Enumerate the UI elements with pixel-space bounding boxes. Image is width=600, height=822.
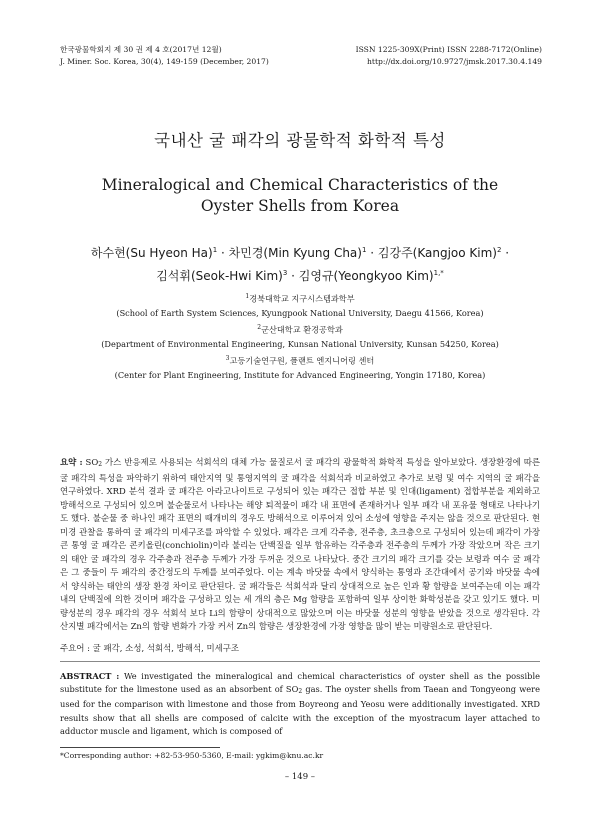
author-name: 김강주(Kangjoo Kim) [377, 246, 497, 260]
keywords-label: 주요어 : [60, 643, 90, 653]
author-name: 차민경(Min Kyung Cha) [228, 246, 362, 260]
author-name: 하수현(Su Hyeon Ha) [90, 246, 213, 260]
affiliation-korean: $^1$경북대학교 지구시스템과학부 [245, 293, 355, 304]
author-affil-mark: 1 [361, 246, 367, 254]
affiliation-korean: $^3$고등기술연구원, 플랜트 엔지니어링 센터 [225, 354, 375, 366]
abstract-korean-body: 가스 반응제로 사용되는 석회석의 대체 가능 물질로서 굴 패각의 광물학적 화학적 특성을 알아보았다. 생장환경에 따른 굴 패각의 특성을 파악하기 위하여 태안지역 및 통영지역의 굴 패각을 석회석과 비교하였고 추가로 보령 및 여수 지역의 굴 패각을 연구하였다. XRD 분석 결과 굴 패각은 아라고나이트로 구성되어 있는 패각근 접합 부분 및 인대(ligament) 접합부분을 제외하고 방해석으로 구성되어 있으며 불순물로서 나타나는 해양 퇴적물이 패각 내 표면에 존재하거나 일부 패각 내 포유물 형태로 나타나기도 했다. 불순물 중 하나인 패각 표면의 때개비의 경우도 방해석으로 이루어져 있어 소성에 영향을 주지는 않을 것으로 판단된다. 현미경 관찰을 통하여 굴 패각의 미세구조를 파악할 수 있었다. 패각은 크게 각주층, 전주층, 초크층으로 구성되어 있는데 패각이 가장 큰 통영 굴 패각은 콘키올린(conchiolin)이라 불리는 단백질을 일부 함유하는 각주층과 전주층의 두께가 가장 작았으며 작은 크기의 태안 굴 패각의 경우 각주층과 전주층 두께가 가장 두꺼운 것으로 나타났다. 중간 크기의 패각 크기를 갖는 보령과 여수 굴 패각은 그 중들이 두 패각의 중간정도의 두께를 보여주었다. 이는 계속 바닷물 속에서 양식하는 통영과 조간대에서 공기와 바닷물 속에서 양식하는 태안의 생장 환경 차이로 판단된다. 굴 패각들은 석회석과 달리 상대적으로 높은 인과 황 함량을 보여주는데 이는 패각 내의 단백질에 의한 것이며 패각을 구성하고 있는 세 개의 층은 Mg 함량을 포함하여 일부 상이한 화학성분을 갖고 있기도 했다. 미량성분의 경우 패각의 경우 석회석 보다 Li의 함량이 상대적으로 많았으며 이는 바닷물 성분의 영향을 받았을 것으로 생각된다. 각 산지별 패각에서는 Zn의 함량 변화가 가장 커서 Zn의 함량은 생장환경에 가장 영향을 많이 받는 미량원소로 판단된다. [60, 457, 540, 632]
author-affil-mark: 3 [282, 269, 288, 277]
author-name: 김석휘(Seok-Hwi Kim) [156, 269, 283, 283]
author-list [0, 240, 600, 286]
doi-link[interactable]: http://dx.doi.org/10.9727/jmsk.2017.30.4.149 [367, 57, 542, 66]
affiliation-english: (Center for Plant Engineering, Institute for Advanced Engineering, Yongin 17180, Korea) [114, 370, 486, 381]
journal-english: J. Miner. Soc. Korea, 30(4), 149-159 (December, 2017) [60, 57, 269, 66]
issn: ISSN 1225-309X(Print) ISSN 2288-7172(Online) [355, 45, 542, 54]
abstract-english-label: ABSTRACT : [60, 671, 120, 681]
journal-korean: 한국광물학회지 제 30 권 제 4 호(2017년 12월) [60, 45, 222, 54]
divider [60, 661, 540, 662]
affiliation-english: (Department of Environmental Engineering, Kunsan National University, Kunsan 54250, Korea) [101, 339, 499, 350]
footnote-rule [60, 747, 220, 748]
author-affil-mark: 1,* [433, 269, 444, 277]
affiliations [40, 290, 560, 383]
abstract-english: ABSTRACT : We investigated the mineralogical and chemical characteristics of oyster shell as the possible substitute for the limestone used as an absorbent of SO2 gas. The oyster shells from Taean and Tongyeong were used for the comparison with limestone and those from Boyreong and Yeosu were additionally investigated. XRD results show that all shells are composed of calcite with the exception of the myostracum layer attached to adductor muscle and ligament, which is composed of [60, 671, 540, 736]
title-english-line2: Oyster Shells from Korea [200, 197, 400, 215]
author-affil-mark: 2 [497, 246, 502, 254]
author-affil-mark: 1 [212, 246, 218, 254]
keywords-text: 굴 패각, 소성, 석회석, 방해석, 미세구조 [89, 643, 240, 653]
author-line-1: 하수현(Su Hyeon Ha)$^1$ · 차민경(Min Kyung Cha)$^1$ · 김강주(Kangjoo Kim)$^2$ · [90, 246, 510, 260]
author-name: 김영규(Yeongkyoo Kim) [298, 269, 434, 283]
abstract-korean: 요약 : SO2 가스 반응제로 사용되는 석회석의 대체 가능 물질로서 굴 패각의 광물학적 화학적 특성을 알아보았다. 생장환경에 따른 굴 패각의 특성을 파악하기 위하여 태안지역 및 통영지역의 굴 패각을 석회석과 비교하였고 추가로 보령 및 여수 지역의 굴 패각을 연구하였다. XRD 분석 결과 굴 패각은 아라고나이트로 구성되어 있는 패각근 접합 부분 및 인대(ligament) 접합부분을 제외하고 방해석으로 구성되어 있으며 불순물로서 나타나는 해양 퇴적물이 패각 내 표면에 존재하거나 일부 패각 내 포유물 형태로 나타나기도 했다. 불순물 중 하나인 패각 표면의 때개비의 경우도 방해석으로 이루어져 있어 소성에 영향을 주지는 않을 것으로 판단된다. 현미경 관찰을 통하여 굴 패각의 미세구조를 파악할 수 있었다. 패각은 크게 각주층, 전주층, 초크층으로 구성되어 있는데 패각이 가장 큰 통영 굴 패각은 콘키올린(conchiolin)이라 불리는 단백질을 일부 함유하는 각주층과 전주층의 두께가 가장 작았으며 작은 크기의 태안 굴 패각의 경우 각주층과 전주층 두께가 가장 두꺼운 것으로 나타났다. 중간 크기의 패각 크기를 갖는 보령과 여수 굴 패각은 그 중들이 두 패각의 중간정도의 두께를 보여주었다. 이는 계속 바닷물 속에서 양식하는 통영과 조간대에서 공기와 바닷물 속에서 양식하는 태안의 생장 환경 차이로 판단된다. 굴 패각들은 석회석과 달리 상대적으로 높은 인과 황 함량을 보여주는데 이는 패각 내의 단백질에 의한 것이며 패각을 구성하고 있는 세 개의 층은 Mg 함량을 포함하여 일부 상이한 화학성분을 갖고 있기도 했다. 미량성분의 경우 패각의 경우 석회석 보다 Li의 함량이 상대적으로 많았으며 이는 바닷물 성분의 영향을 받았을 것으로 생각된다. 각 산지별 패각에서는 Zn의 함량 변화가 가장 커서 Zn의 함량은 생장환경에 가장 영향을 많이 받는 미량원소로 판단된다. [60, 457, 540, 632]
corresponding-author-footnote: *Corresponding author: +82-53-950-5360, E-mail: ygkim@knu.ac.kr [60, 751, 324, 760]
title-english [0, 175, 600, 217]
title-english-line1: Mineralogical and Chemical Characteristics of the [101, 176, 499, 194]
title-korean: 국내산 굴 패각의 광물학적 화학적 특성 [154, 131, 446, 150]
page-number: – 149 – [284, 772, 316, 782]
affiliation-korean: $^2$군산대학교 환경공학과 [257, 323, 343, 335]
affiliation-english: (School of Earth System Sciences, Kyungpook National University, Daegu 41566, Korea) [116, 308, 484, 319]
running-header [60, 44, 542, 68]
author-line-2: 김석휘(Seok-Hwi Kim)$^3$ · 김영규(Yeongkyoo Kim)$^{1,*}$ [156, 269, 444, 283]
keywords-korean [60, 642, 540, 654]
abstract-korean-label: 요약 : [60, 457, 83, 467]
